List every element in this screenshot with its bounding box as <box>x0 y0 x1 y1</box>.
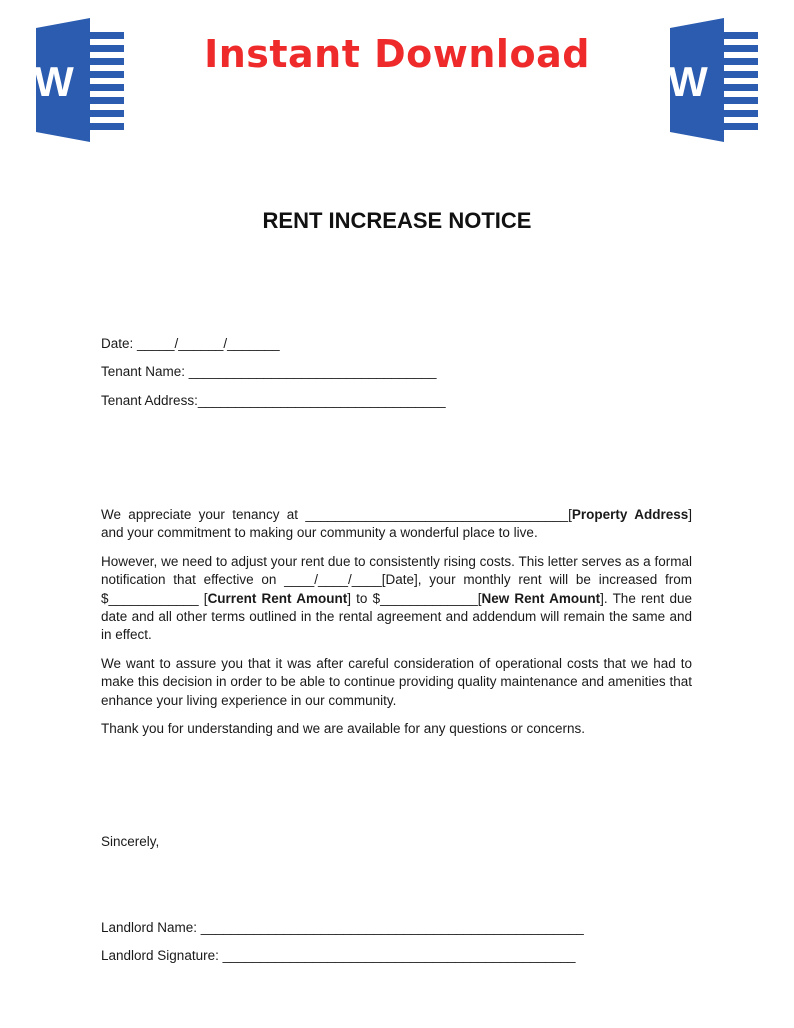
tenant-name-field: Tenant Name: _________________________________ <box>101 364 437 379</box>
landlord-signature-field: Landlord Signature: _______________________________________________ <box>101 948 576 963</box>
date-field: Date: _____/______/_______ <box>101 336 280 351</box>
paragraph-appreciation: We appreciate your tenancy at ___________________________________[Property Address] and your commitment to making our community a wonderful place to live. <box>101 507 692 541</box>
landlord-name-field: Landlord Name: ___________________________________________________ <box>101 920 584 935</box>
instant-download-banner: Instant Download <box>204 32 590 76</box>
paragraph-rent-adjustment: However, we need to adjust your rent due to consistently rising costs. This letter serves as a formal notification that effective on ____/____/____[Date], your monthly rent will be increased from $____________ [Current Rent Amount] to $_____________[New Rent Amount]. The rent due date and all other terms outlined in the rental agreement and addendum will remain the same and in effect. <box>101 553 693 643</box>
letter-body <box>101 506 692 748</box>
closing: Sincerely, <box>101 834 160 849</box>
paragraph-thanks: Thank you for understanding and we are available for any questions or concerns. <box>101 721 586 737</box>
document-title: RENT INCREASE NOTICE <box>262 208 532 233</box>
paragraph-assurance: We want to assure you that it was after careful consideration of operational costs that we had to make this decision in order to be able to continue providing quality maintenance and amenities that enhance your living experience in our community. <box>101 655 692 708</box>
word-icon-letter: W <box>668 58 708 105</box>
word-document-icon <box>668 18 760 142</box>
tenant-address-field: Tenant Address:_________________________________ <box>101 393 446 408</box>
word-icon-letter: W <box>34 58 74 105</box>
